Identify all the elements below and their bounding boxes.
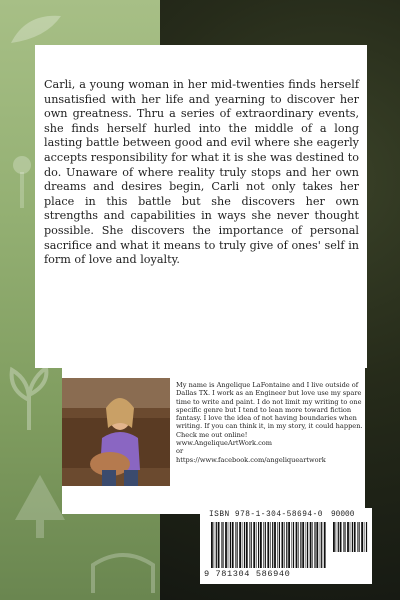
author-or-text: or bbox=[176, 447, 184, 456]
author-website-link[interactable]: www.AngeliqueArtWork.com bbox=[176, 439, 272, 448]
sprout-icon bbox=[4, 360, 54, 430]
barcode-addon-number: 90000 bbox=[331, 511, 355, 519]
barcode-bars bbox=[210, 522, 326, 568]
author-bio-text: My name is Angelique LaFontaine and I live outside of Dallas TX. I work as an Engineer but love use my spare time to write and paint. I do not limit my writing to one specific genre but I tend to lean more toward fiction fantasy. I love the idea of not having boundaries when writing. If you can think it, in my story, it could happen. Check me out online! bbox=[176, 381, 363, 439]
addon-bars bbox=[332, 522, 368, 552]
author-facebook-link[interactable]: https://www.facebook.com/angeliqueartwork bbox=[176, 455, 326, 464]
barcode-digits: 9 781304 586940 bbox=[204, 569, 291, 579]
author-bio bbox=[176, 381, 363, 464]
tree-icon bbox=[10, 470, 70, 540]
gate-icon bbox=[88, 545, 158, 595]
leaf-icon bbox=[6, 8, 66, 48]
book-blurb: Carli, a young woman in her mid-twenties finds herself unsatisfied with her life and yearning to discover her own greatness. Thru a series of extraordinary events, she finds herself hurled into the middle of a long lasting battle between good and evil where she eagerly accepts responsibility for what it is she was destined to do. Unaware of where reality truly stops and her own dreams and desires begin, Carli not only takes her place in this battle but she discovers her own strengths and capabilities in ways she never thought possible. She discovers the importance of personal sacrifice and what it means to truly give of ones' self in form of love and loyalty. bbox=[44, 78, 360, 267]
author-photo bbox=[62, 378, 170, 486]
isbn-label: ISBN 978-1-304-58694-0 bbox=[209, 511, 323, 519]
